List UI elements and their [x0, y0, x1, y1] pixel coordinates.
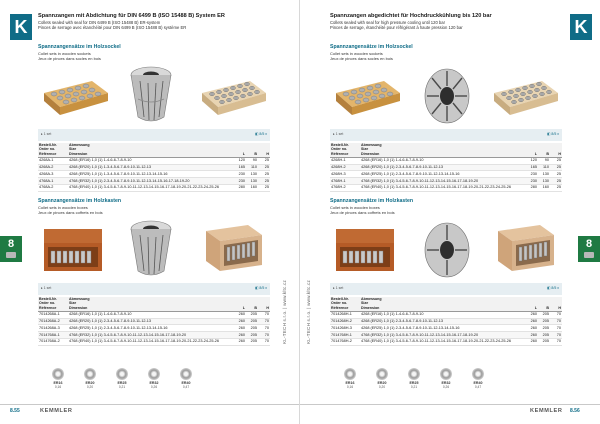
cell-b: 110 [246, 164, 258, 171]
page-title: Spannzangen abgedichtet für Hochdruckkühlung bis 120 bar [330, 13, 492, 19]
cell-l: 120 [234, 157, 246, 164]
cell-h: 25 [550, 184, 562, 191]
collet-icon [6, 252, 16, 258]
nut-icon [84, 368, 96, 380]
cell-desc: 4268 (ER25) 1,0 (1) 2-3-4-5-6-7-8-9-10-11-12-13-14-15-16 [360, 171, 526, 178]
section-title: Spannzangensätze im Holzsockel [330, 44, 413, 50]
cell-desc: 4268 (ER16) 1,0 (1) 1-4-6-6-7-8-9-10 [68, 311, 234, 318]
cell-desc: 4268 (ER16) 1,0 (1) 1-4-6-6-7-8-9-10 [68, 157, 234, 164]
kemmler-logo: K [10, 14, 32, 40]
table-row [38, 164, 270, 171]
cell-h: 25 [550, 171, 562, 178]
nut-value: 0,16 [54, 385, 62, 389]
cell-h: 25 [258, 164, 270, 171]
cell-code: 7014768H-1 [330, 332, 360, 339]
table-row [38, 318, 270, 325]
product-images [330, 219, 562, 281]
cell-code: 4268A-3 [38, 171, 68, 178]
note-strip [38, 283, 270, 295]
table-row [38, 332, 270, 339]
cell-h: 70 [550, 332, 562, 339]
nut-item [173, 368, 199, 389]
table-row [38, 325, 270, 332]
col-header-desc: Abmessung Size Dimension [68, 143, 234, 158]
nut-value: 0,26 [150, 385, 158, 389]
cell-code: 4768H-1 [330, 178, 360, 185]
cell-l: 230 [234, 171, 246, 178]
side-url: KL-TECH s.r.o. | www.kltc.cz [282, 280, 287, 344]
table-row [38, 157, 270, 164]
cell-l: 230 [526, 171, 538, 178]
table-row [38, 338, 270, 345]
page-footer [300, 404, 600, 416]
cell-desc: 4268 (ER16) 1,0 (1) 1-4-6-6-7-8-9-10 [360, 157, 526, 164]
collet-icon [584, 252, 594, 258]
brand-name: KEMMLER [530, 408, 563, 414]
page-subtitle-fr: Pinces de serrage avec étanchéité pour DIN 6499 B (ISO 15488 B) système ER [38, 25, 187, 31]
cell-code: 7014268H-1 [330, 311, 360, 318]
cell-l: 230 [234, 178, 246, 185]
nut-icon [440, 368, 452, 380]
cell-desc: 4768 (ER32) 1,0 (1) 3-4-5-6-7-8-9-10-11-12-13-14-15-16-17-18-19-20 [360, 178, 526, 185]
wooden-socket-image-2 [490, 77, 560, 119]
note-strip [330, 283, 562, 295]
note-hint: ▸ 1 set [41, 285, 52, 290]
cell-code: 7014768A-2 [38, 338, 68, 345]
cell-desc: 4268 (ER20) 1,0 (1) 2-3-4-5-6-7-8-9-10-11-12-13 [360, 318, 526, 325]
section-subtitle-fr: Jeux de pinces dans coffrets en bois [330, 209, 395, 215]
cell-b: 205 [538, 338, 550, 345]
product-images [38, 219, 270, 281]
cell-h: 25 [258, 157, 270, 164]
nut-item [465, 368, 491, 389]
nut-item [401, 368, 427, 389]
cell-desc: 4768 (ER40) 1,0 (1) 3-4-5-6-7-8-9-10-11-12-13-14-15-16-17-18-19-20-21-22-23-24-25-26 [68, 184, 234, 191]
nut-code: ER40 [181, 381, 191, 385]
cell-h: 70 [550, 325, 562, 332]
page-footer [0, 404, 300, 416]
sealed-collet-image [422, 67, 472, 125]
col-header-code: Bestell-Nr. Order no. Référence [330, 143, 360, 158]
spec-table [330, 297, 562, 346]
nut-item [109, 368, 135, 389]
nut-icon [180, 368, 192, 380]
table-row [330, 178, 562, 185]
cell-h: 25 [258, 171, 270, 178]
nut-code: ER32 [441, 381, 451, 385]
page-number: 8.56 [570, 408, 580, 414]
cell-code: 7014268A-2 [38, 318, 68, 325]
nut-value: 0,21 [410, 385, 418, 389]
cell-h: 70 [258, 311, 270, 318]
chapter-tab [578, 236, 600, 262]
col-header-l: L [526, 297, 538, 312]
cell-desc: 4768 (ER40) 1,0 (1) 3-4-5-6-7-8-9-10-11-12-13-14-15-16-17-18-19-20-21-22-23-24-25-26 [360, 338, 526, 345]
nut-value: 0,21 [118, 385, 126, 389]
table-row [330, 332, 562, 339]
cell-code: 7014268A-1 [38, 311, 68, 318]
brand-name: KEMMLER [40, 408, 73, 414]
section-subtitle-en: Collet sets in wooden sockets [38, 50, 91, 56]
nut-icon [408, 368, 420, 380]
page-title: Spannzangen mit Abdichtung für DIN 6499 B (ISO 15488 B) System ER [38, 13, 225, 19]
note-tag: ◧ 8/5 x [255, 285, 267, 290]
cell-b: 90 [246, 157, 258, 164]
cell-desc: 4268 (ER25) 1,0 (1) 2-3-4-5-6-7-8-9-10-11-12-13-14-15-16 [360, 325, 526, 332]
table-row [330, 338, 562, 345]
cell-h: 25 [550, 157, 562, 164]
table-row [38, 311, 270, 318]
table-row [38, 184, 270, 191]
left-title-block [38, 13, 266, 30]
section-subtitle-en: Collet sets in wooden sockets [330, 50, 383, 56]
table-row [330, 318, 562, 325]
nut-item [369, 368, 395, 389]
cell-b: 205 [538, 332, 550, 339]
table-row [38, 171, 270, 178]
note-tag: ◧ 8/5 x [255, 131, 267, 136]
col-header-code: Bestell-Nr. Order no. Référence [330, 297, 360, 312]
nut-value: 0,20 [86, 385, 94, 389]
col-header-l: L [234, 297, 246, 312]
cell-l: 230 [526, 178, 538, 185]
col-header-desc: Abmessung Size Dimension [360, 143, 526, 158]
page-number: 8.55 [10, 408, 20, 414]
section-title: Spannzangensätze im Holzkasten [38, 198, 122, 204]
chapter-tab [0, 236, 22, 262]
cell-h: 70 [258, 338, 270, 345]
col-header-b: B [246, 143, 258, 158]
nut-value: 0,16 [346, 385, 354, 389]
cell-l: 260 [526, 318, 538, 325]
cell-b: 110 [538, 164, 550, 171]
right-title-block [330, 13, 558, 30]
col-header-h: H [258, 297, 270, 312]
note-strip [38, 129, 270, 141]
cell-desc: 4268 (ER20) 1,0 (1) 2-3-4-5-6-7-8-9-10-11-12-13 [68, 318, 234, 325]
nut-value: 0,47 [182, 385, 190, 389]
col-header-desc: Abmessung Size Dimension [68, 297, 234, 312]
nut-icon [376, 368, 388, 380]
cell-h: 25 [550, 164, 562, 171]
wooden-box-open-image [198, 223, 268, 277]
spec-table [38, 143, 270, 192]
cell-l: 280 [526, 184, 538, 191]
cell-code: 7014268A-3 [38, 325, 68, 332]
table-row [330, 171, 562, 178]
table-row [330, 164, 562, 171]
cell-l: 260 [234, 338, 246, 345]
col-header-h: H [258, 143, 270, 158]
cell-l: 260 [526, 325, 538, 332]
kemmler-logo: K [570, 14, 592, 40]
wooden-socket-image [332, 77, 402, 119]
col-header-b: B [246, 297, 258, 312]
cell-b: 90 [538, 157, 550, 164]
wooden-socket-image [40, 77, 110, 119]
wooden-box-image [40, 227, 112, 277]
section-subtitle-en: Collet sets in wooden boxes [330, 204, 380, 210]
chapter-number: 8 [585, 238, 593, 250]
cell-b: 205 [538, 311, 550, 318]
page-subtitle-en: Collets sealed with seal for DIN 6499 B (ISO 15488 B) ER-system [38, 20, 161, 25]
cell-l: 120 [526, 157, 538, 164]
nut-code: ER16 [53, 381, 63, 385]
cell-desc: 4768 (ER32) 1,0 (1) 3-4-5-6-7-8-9-10-11-12-13-14-15-16-17-18-19-20 [68, 332, 234, 339]
cell-l: 260 [234, 325, 246, 332]
note-tag: ◧ 8/5 x [547, 285, 559, 290]
nut-icon [116, 368, 128, 380]
col-header-b: B [538, 297, 550, 312]
section-subtitle-fr: Jeux de pinces dans socles en bois [38, 55, 101, 61]
cell-l: 280 [234, 184, 246, 191]
cell-b: 160 [538, 184, 550, 191]
cell-code: 7014768H-2 [330, 338, 360, 345]
cell-h: 70 [258, 332, 270, 339]
col-header-code: Bestell-Nr. Order no. Référence [38, 143, 68, 158]
cell-b: 130 [246, 171, 258, 178]
section-wooden-sockets [38, 44, 270, 192]
cell-desc: 4768 (ER40) 1,0 (1) 3-4-5-6-7-8-9-10-11-12-13-14-15-16-17-18-19-20-21-22-23-24-25-26 [360, 184, 526, 191]
nut-code: ER20 [85, 381, 95, 385]
cell-code: 4768A-1 [38, 178, 68, 185]
chapter-number: 8 [7, 238, 15, 250]
spec-table [330, 143, 562, 192]
cell-b: 130 [538, 171, 550, 178]
cell-desc: 4768 (ER32) 1,0 (1) 2-3-4-5-6-7-8-9-10-11-12-13-14-15-16-17-18-19-20 [68, 178, 234, 185]
sealed-collet-image [422, 221, 472, 279]
cell-code: 4768A-2 [38, 184, 68, 191]
cell-code: 4268H-2 [330, 164, 360, 171]
col-header-code: Bestell-Nr. Order no. Référence [38, 297, 68, 312]
nut-code: ER25 [409, 381, 419, 385]
nut-item [45, 368, 71, 389]
col-header-l: L [526, 143, 538, 158]
nut-item [141, 368, 167, 389]
table-row [330, 184, 562, 191]
nut-item [433, 368, 459, 389]
col-header-h: H [550, 143, 562, 158]
cell-desc: 4268 (ER20) 1,0 (1) 2-3-4-5-6-7-8-9-10-11-12-13 [360, 164, 526, 171]
cell-l: 260 [526, 332, 538, 339]
spec-table [38, 297, 270, 346]
col-header-desc: Abmessung Size Dimension [360, 297, 526, 312]
nut-code: ER25 [117, 381, 127, 385]
cell-b: 130 [538, 178, 550, 185]
note-hint: ▸ 1 set [333, 285, 344, 290]
cell-l: 165 [526, 164, 538, 171]
collet-image [126, 65, 176, 127]
wooden-box-image [332, 227, 404, 277]
cell-h: 70 [258, 318, 270, 325]
note-hint: ▸ 1 set [333, 131, 344, 136]
nut-item [77, 368, 103, 389]
cell-code: 7014268H-3 [330, 325, 360, 332]
product-images [330, 65, 562, 127]
nut-icon [52, 368, 64, 380]
nut-value: 0,26 [442, 385, 450, 389]
cell-b: 205 [246, 325, 258, 332]
page-subtitle-en: Collets sealed with seal for high pressure cooling until 120 bar [330, 20, 445, 25]
cell-l: 260 [526, 338, 538, 345]
section-subtitle-fr: Jeux de pinces dans socles en bois [330, 55, 393, 61]
cell-b: 130 [246, 178, 258, 185]
nut-icon [148, 368, 160, 380]
cell-h: 70 [550, 338, 562, 345]
cell-b: 205 [538, 325, 550, 332]
cell-desc: 4268 (ER25) 1,0 (1) 1-3-4-5-6-7-8-9-10-11-12-13-14-15-16 [68, 171, 234, 178]
cell-b: 205 [538, 318, 550, 325]
note-strip [330, 129, 562, 141]
note-hint: ▸ 1 set [41, 131, 52, 136]
cell-code: 4268H-1 [330, 157, 360, 164]
section-wooden-boxes [330, 198, 562, 346]
cell-code: 7014268H-2 [330, 318, 360, 325]
collet-image [126, 219, 176, 281]
cell-code: 7014768A-1 [38, 332, 68, 339]
cell-h: 25 [258, 178, 270, 185]
cell-h: 25 [550, 178, 562, 185]
table-row [330, 157, 562, 164]
section-subtitle-fr: Jeux de pinces dans coffrets en bois [38, 209, 103, 215]
cell-code: 4768H-2 [330, 184, 360, 191]
product-images [38, 65, 270, 127]
cell-h: 70 [550, 318, 562, 325]
cell-l: 260 [526, 311, 538, 318]
table-row [330, 325, 562, 332]
table-row [38, 178, 270, 185]
section-title: Spannzangensätze im Holzsockel [38, 44, 121, 50]
cell-desc: 4268 (ER16) 1,0 (1) 1-4-6-6-7-8-9-10 [360, 311, 526, 318]
table-row [330, 311, 562, 318]
nut-value: 0,20 [378, 385, 386, 389]
cell-b: 205 [246, 332, 258, 339]
col-header-h: H [550, 297, 562, 312]
cell-h: 25 [258, 184, 270, 191]
cell-desc: 4768 (ER40) 1,0 (1) 3-4-5-6-7-8-9-10-11-12-13-14-15-16-17-18-19-20-21-22-23-24-25-26 [68, 338, 234, 345]
section-wooden-boxes [38, 198, 270, 346]
cell-l: 165 [234, 164, 246, 171]
col-header-b: B [538, 143, 550, 158]
col-header-l: L [234, 143, 246, 158]
cell-desc: 4268 (ER25) 1,0 (1) 2-3-4-5-6-7-8-9-10-11-12-13-14-15-16 [68, 325, 234, 332]
cell-b: 160 [246, 184, 258, 191]
cell-l: 260 [234, 311, 246, 318]
section-wooden-sockets [330, 44, 562, 192]
cell-h: 70 [258, 325, 270, 332]
right-page [300, 0, 600, 424]
nut-code: ER32 [149, 381, 159, 385]
nut-code: ER40 [473, 381, 483, 385]
nut-icon [472, 368, 484, 380]
cell-code: 4268A-1 [38, 157, 68, 164]
page-subtitle-fr: Pinces de serrage, étanchéité pour réfrigérant à haute pression 120 bar [330, 25, 463, 31]
wooden-socket-image-2 [198, 77, 268, 119]
section-subtitle-en: Collet sets in wooden boxes [38, 204, 88, 210]
side-url: KL-TECH s.r.o. | www.kltc.cz [306, 280, 311, 344]
nut-code: ER16 [345, 381, 355, 385]
cell-h: 70 [550, 311, 562, 318]
note-tag: ◧ 8/5 x [547, 131, 559, 136]
cell-b: 205 [246, 311, 258, 318]
cell-b: 205 [246, 318, 258, 325]
nut-icon [344, 368, 356, 380]
nut-value: 0,47 [474, 385, 482, 389]
cell-code: 4268A-2 [38, 164, 68, 171]
cell-l: 260 [234, 332, 246, 339]
wooden-box-open-image [490, 223, 560, 277]
cell-desc: 4768 (ER32) 1,0 (1) 3-4-5-6-7-8-9-10-11-12-13-14-15-16-17-18-19-20 [360, 332, 526, 339]
cell-l: 260 [234, 318, 246, 325]
nut-item [337, 368, 363, 389]
cell-code: 4268H-3 [330, 171, 360, 178]
cell-b: 205 [246, 338, 258, 345]
nut-code: ER20 [377, 381, 387, 385]
section-title: Spannzangensätze im Holzkasten [330, 198, 414, 204]
cell-desc: 4268 (ER20) 1,0 (1) 1-3-4-5-6-7-8-9-10-11-12-13 [68, 164, 234, 171]
